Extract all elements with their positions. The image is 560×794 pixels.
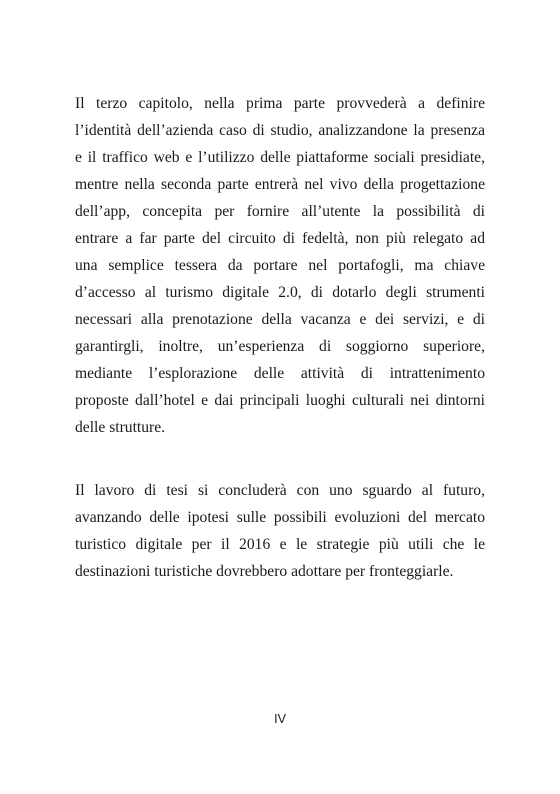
text-line: avanzando delle ipotesi sulle possibili evoluzioni del mercato — [75, 509, 485, 526]
text-line: Il terzo capitolo, nella prima parte provvederà a definire — [75, 95, 485, 112]
text-line: necessari alla prenotazione della vacanza e dei servizi, e di — [75, 311, 485, 328]
text-line: proposte dall’hotel e dai principali luoghi culturali nei dintorni — [75, 392, 485, 409]
text-line: una semplice tessera da portare nel portafogli, ma chiave — [75, 257, 485, 274]
text-line: dell’app, concepita per fornire all’utente la possibilità di — [75, 203, 485, 220]
page-number: IV — [274, 712, 286, 726]
text-line: e il traffico web e l’utilizzo delle piattaforme sociali presidiate, — [75, 149, 485, 166]
text-line: destinazioni turistiche dovrebbero adottare per fronteggiarle. — [75, 563, 454, 580]
text-line: l’identità dell’azienda caso di studio, analizzandone la presenza — [75, 122, 485, 139]
text-line: mentre nella seconda parte entrerà nel vivo della progettazione — [75, 176, 485, 193]
text-line: mediante l’esplorazione delle attività di intrattenimento — [75, 365, 485, 382]
text-line: turistico digitale per il 2016 e le strategie più utili che le — [75, 536, 485, 553]
text-line: delle strutture. — [75, 419, 166, 436]
text-line: Il lavoro di tesi si concluderà con uno sguardo al futuro, — [75, 482, 485, 499]
text-line: garantirgli, inoltre, un’esperienza di soggiorno superiore, — [75, 338, 485, 355]
text-line: d’accesso al turismo digitale 2.0, di dotarlo degli strumenti — [75, 284, 485, 301]
text-line: entrare a far parte del circuito di fedeltà, non più relegato ad — [75, 230, 485, 247]
